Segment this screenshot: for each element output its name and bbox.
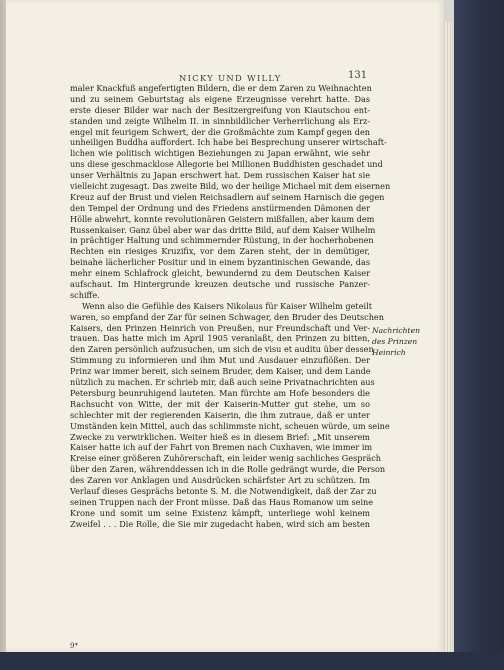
margin-note-line: des Prinzen <box>372 337 418 346</box>
text-line: Umständen kein Mittel, auch das schlimmste nicht, scheuen würde, um seine <box>70 420 390 431</box>
text-line: Stimmung zu informieren und ihm Mut und Ausdauer einzuflößen. Der <box>70 355 370 366</box>
page-number: 131 <box>348 70 368 81</box>
text-line: Kreise einer größeren Zuhörerschaft, ein leider wenig sachliches Gespräch <box>70 453 381 464</box>
text-line: den Tempel der Ordnung und des Friedens anstürmenden Dämonen der <box>70 202 370 213</box>
text-line: schlechter mit der regierenden Kaiserin, die ihm zutraue, daß er unter <box>70 409 370 420</box>
text-line: trauen. Das hatte mich im April 1905 veranlaßt, den Prinzen zu bitten, <box>70 333 370 344</box>
margin-note-line: Nachrichten <box>372 326 420 335</box>
text-line: uns diese geschmacklose Allegorie bei Millionen Buddhisten geschadet und <box>70 159 383 170</box>
text-line: lichen wie politisch wichtigen Beziehungen zu Japan erwähnt, wie sehr <box>70 148 370 159</box>
text-line: Russenkaiser. Ganz übel aber war das dritte Bild, auf dem Kaiser Wilhelm <box>70 224 376 235</box>
book-cover-bottom <box>0 652 504 670</box>
text-line: Kreuz auf der Brust und vielen Reichsadlern auf seinem Harnisch die gegen <box>70 191 385 202</box>
signature-mark: 9* <box>70 642 78 650</box>
text-line: den Zaren persönlich aufzusuchen, um sich de visu et auditu über dessen <box>70 344 374 355</box>
text-line: Prinz war immer bereit, sich seinem Bruder, dem Kaiser, und dem Lande <box>70 366 371 377</box>
text-line: des Zaren vor Anklagen und Ausdrücken schärfster Art zu schützen. Im <box>70 475 370 486</box>
text-line: beinahe lächerlicher Positur und in einem byzantinischen Gewande, das <box>70 257 370 268</box>
text-line: seinen Truppen nach der Front müsse. Daß das Haus Romanow um seine <box>70 496 374 507</box>
text-line: Krone und somit um seine Existenz kämpft, unterliege wohl keinem <box>70 507 370 518</box>
text-line: Rechten ein riesiges Kruzifix, vor dem Zaren steht, der in demütiger, <box>70 246 370 257</box>
text-line: Kaiser hatte ich auf der Fahrt von Bremen nach Cuxhaven, wie immer im <box>70 442 373 453</box>
running-header-title: NICKY UND WILLY <box>179 73 282 83</box>
text-line: erste dieser Bilder war nach der Besitzergreifung von Kiautschou ent- <box>70 104 370 115</box>
text-line: unheiligen Buddha auffordert. Ich habe bei Besprechung unserer wirtschaft- <box>70 137 387 148</box>
text-line: Verlauf dieses Gesprächs betonte S. M. die Notwendigkeit, daß der Zar zu <box>70 485 377 496</box>
text-line: waren, so empfand der Zar für seinen Schwager, den Bruder des Deutschen <box>70 311 384 322</box>
text-line: maler Knackfuß angefertigten Bildern, die er dem Zaren zu Weihnachten <box>70 83 372 93</box>
margin-note <box>372 325 432 358</box>
book-cover-right <box>454 0 504 670</box>
book-page <box>6 0 444 652</box>
text-line: mehr einem Schlafrock gleicht, bewundernd zu dem Deutschen Kaiser <box>70 268 370 279</box>
text-line: Wenn also die Gefühle des Kaisers Nikolaus für Kaiser Wilhelm geteilt <box>82 300 372 311</box>
body-text <box>70 83 391 530</box>
text-line: über den Zaren, währenddessen ich in die Rolle gedrängt wurde, die Person <box>70 464 386 475</box>
text-line: Hölle abwehrt, konnte revolutionären Geistern mißfallen, aber kaum dem <box>70 213 375 224</box>
text-line: Zwecke zu verwirklichen. Weiter hieß es in diesem Brief: „Mit unserem <box>70 431 370 442</box>
text-line: unser Verhältnis zu Japan erschwert hat. Dem russischen Kaiser hat sie <box>70 170 370 181</box>
text-line: Kaisers, den Prinzen Heinrich von Preußen, nur Freundschaft und Ver- <box>70 322 370 333</box>
margin-note-line: Heinrich <box>372 348 406 357</box>
paragraph-2 <box>70 300 390 530</box>
text-line: nützlich zu machen. Er schrieb mir, daß auch seine Privatnachrichten aus <box>70 377 375 388</box>
text-line: Rachsucht von Witte, der mit der Kaiserin-Mutter gut stehe, um so <box>70 398 370 409</box>
text-line: standen und zeigte Wilhelm II. in sinnbildlicher Verherrlichung als Erz- <box>70 115 370 126</box>
paragraph-1 <box>70 83 391 301</box>
text-line: schiffe. <box>70 289 100 300</box>
text-line: in prächtiger Haltung und schimmernder Rüstung, in der hocherhobenen <box>70 235 374 246</box>
text-line: und zu seinem Geburtstag als eigene Erzeugnisse verehrt hatte. Das <box>70 93 370 104</box>
text-line: aufschaut. Im Hintergrunde kreuzen deutsche und russische Panzer- <box>70 279 370 290</box>
text-line: vielleicht zugesagt. Das zweite Bild, wo der heilige Michael mit dem eisernen <box>70 181 391 192</box>
text-line: Petersburg beunruhigend lauteten. Man fürchte am Hofe besonders die <box>70 387 370 398</box>
text-line: Zweifel . . . Die Rolle, die Sie mir zugedacht haben, wird sich am besten <box>70 518 370 529</box>
text-line: engel mit feurigem Schwert, der die Großmächte zum Kampf gegen den <box>70 126 370 137</box>
